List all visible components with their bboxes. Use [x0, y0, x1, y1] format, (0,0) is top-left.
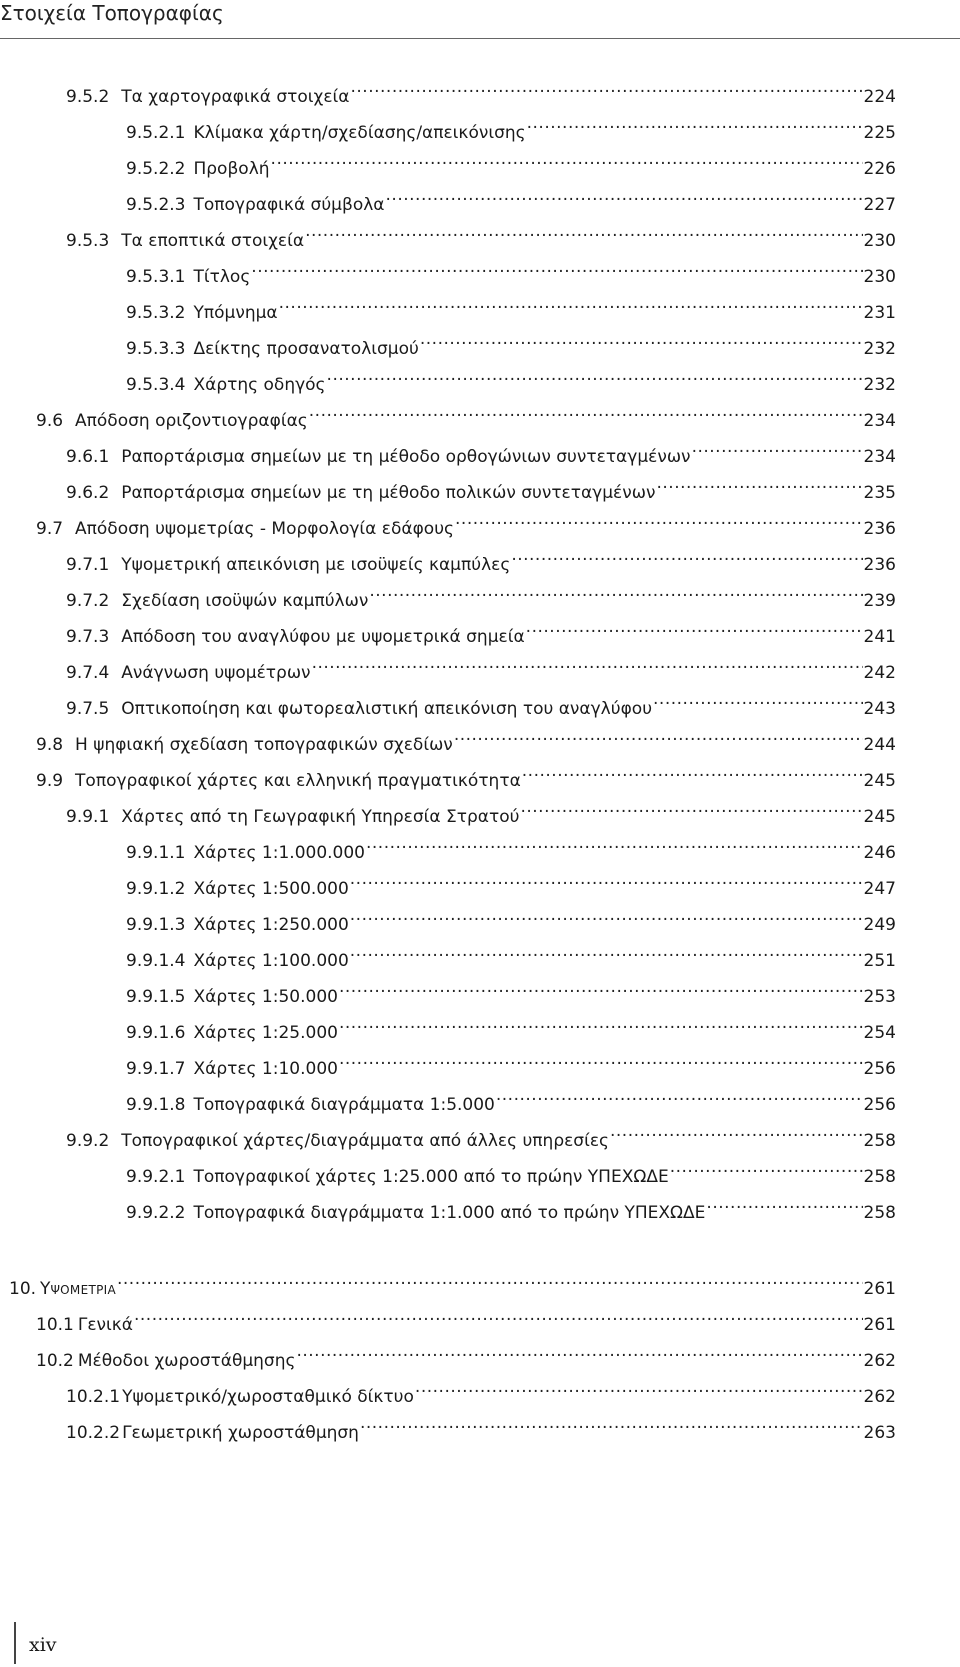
toc-entry[interactable]	[66, 1372, 896, 1407]
toc-entry[interactable]	[126, 972, 896, 1007]
toc-dot-leader	[527, 108, 863, 138]
toc-entry-number: 9.9.1.6	[126, 1023, 186, 1043]
toc-entry[interactable]	[36, 1300, 896, 1335]
toc-entry[interactable]	[66, 648, 896, 683]
toc-entry-number: 9.9.1.7	[126, 1059, 186, 1079]
toc-entry-title: Τοπογραφικά διαγράμματα 1:1.000 από το πρώην ΥΠΕΧΩΔΕ	[193, 1203, 706, 1223]
toc-entry-page: 258	[863, 1167, 896, 1187]
toc-entry-title: Τοπογραφικά σύμβολα	[193, 195, 385, 215]
toc-dot-leader	[511, 540, 862, 570]
toc-dot-leader	[386, 180, 863, 210]
toc-entry-page: 258	[863, 1131, 896, 1151]
toc-entry[interactable]	[66, 576, 896, 611]
toc-entry-page: 227	[863, 195, 896, 215]
toc-dot-leader	[305, 216, 862, 246]
toc-entry-title: Οπτικοποίηση και φωτορεαλιστική απεικόνιση του αναγλύφου	[121, 699, 653, 719]
toc-entry-title: Τοπογραφικοί χάρτες και ελληνική πραγματικότητα	[75, 771, 521, 791]
toc-entry-number: 9.9.1.1	[126, 843, 186, 863]
toc-entry[interactable]	[126, 180, 896, 215]
toc-dot-leader	[271, 144, 863, 174]
toc-entry-title: Γεωμετρική χωροστάθμηση	[122, 1423, 359, 1443]
toc-dot-leader	[350, 900, 863, 930]
toc-entry[interactable]	[66, 540, 896, 575]
toc-entry-title: Γενικά	[77, 1315, 133, 1335]
toc-entry-page: 262	[863, 1387, 896, 1407]
toc-dot-leader	[670, 1152, 863, 1182]
toc-entry-title: Χάρτες από τη Γεωγραφική Υπηρεσία Στρατού	[121, 807, 520, 827]
toc-entry-page: 256	[863, 1095, 896, 1115]
toc-entry[interactable]	[66, 216, 896, 251]
toc-entry-title: Προβολή	[193, 159, 270, 179]
toc-entry-number: 9.7.3	[66, 627, 110, 647]
toc-entry-page: 263	[863, 1423, 896, 1443]
toc-entry-title: Ραπορτάρισμα σημείων με τη μέθοδο ορθογώνιων συντεταγμένων	[121, 447, 691, 467]
toc-dot-leader	[327, 360, 863, 390]
toc-entry[interactable]	[126, 324, 896, 359]
toc-dot-leader	[351, 72, 863, 102]
toc-entry-number: 9.9.1	[66, 807, 110, 827]
toc-entry-page: 232	[863, 339, 896, 359]
toc-dot-leader	[309, 396, 863, 426]
toc-entry-title: Υψομετρική απεικόνιση με ισοϋψείς καμπύλες	[121, 555, 511, 575]
toc-dot-leader	[251, 252, 862, 282]
toc-entry-title: Η ψηφιακή σχεδίαση τοπογραφικών σχεδίων	[75, 735, 453, 755]
toc-entry-number: 9.9.1.8	[126, 1095, 186, 1115]
toc-entry-page: 249	[863, 915, 896, 935]
toc-entry-number: 9.9.2	[66, 1131, 110, 1151]
toc-entry-title: Δείκτης προσανατολισμού	[193, 339, 419, 359]
toc-entry[interactable]	[36, 1336, 896, 1371]
toc-dot-leader	[339, 972, 863, 1002]
toc-entry-title-smallcaps: ΨΟΜΕΤΡΙΑ	[50, 1283, 116, 1297]
toc-entry[interactable]	[36, 504, 896, 539]
toc-entry[interactable]	[36, 720, 896, 755]
toc-entry-title: Τοπογραφικοί χάρτες/διαγράμματα από άλλες υπηρεσίες	[121, 1131, 609, 1151]
toc-dot-leader	[360, 1408, 863, 1438]
toc-entry-number: 9.7	[36, 519, 64, 539]
toc-dot-leader	[520, 792, 862, 822]
page-number: xiv	[29, 1634, 57, 1656]
toc-entry-number: 9.9.1.3	[126, 915, 186, 935]
toc-dot-leader	[296, 1336, 862, 1366]
toc-entry-page: 245	[863, 807, 896, 827]
toc-entry-number: 9.9.2.1	[126, 1167, 186, 1187]
toc-entry-page: 234	[863, 411, 896, 431]
toc-dot-leader	[455, 504, 863, 534]
toc-entry-number: 9.9	[36, 771, 64, 791]
toc-entry-title: Ραπορτάρισμα σημείων με τη μέθοδο πολικών συντεταγμένων	[121, 483, 656, 503]
toc-entry-page: 256	[863, 1059, 896, 1079]
toc-dot-leader	[692, 432, 863, 462]
toc-entry-number: 9.8	[36, 735, 64, 755]
toc-entry-number: 9.9.1.5	[126, 987, 186, 1007]
toc-entry-title: Χάρτες 1:500.000	[193, 879, 349, 899]
toc-entry[interactable]	[66, 432, 896, 467]
toc-entry-page: 253	[863, 987, 896, 1007]
toc-entry-page: 231	[863, 303, 896, 323]
toc-dot-leader	[350, 936, 863, 966]
toc-entry-page: 254	[863, 1023, 896, 1043]
toc-entry-number: 9.5.3.3	[126, 339, 186, 359]
toc-entry-page: 232	[863, 375, 896, 395]
toc-entry[interactable]	[126, 1152, 896, 1187]
toc-entry[interactable]	[36, 756, 896, 791]
toc-entry-page: 261	[863, 1279, 896, 1299]
toc-entry[interactable]	[66, 684, 896, 719]
toc-dot-leader	[134, 1300, 863, 1330]
toc-entry-title: Τα εποπτικά στοιχεία	[121, 231, 305, 251]
toc-entry-number: 9.5.3.4	[126, 375, 186, 395]
toc-entry-page: 262	[863, 1351, 896, 1371]
toc-entry-title: Χάρτης οδηγός	[193, 375, 326, 395]
toc-entry-page: 234	[863, 447, 896, 467]
toc-entry-title: Υψομετρικό/χωροσταθμικό δίκτυο	[122, 1387, 414, 1407]
toc-entry-number: 9.5.2.1	[126, 123, 186, 143]
toc-entry-title: Τοπογραφικά διαγράμματα 1:5.000	[193, 1095, 495, 1115]
toc-dot-leader	[522, 756, 863, 786]
toc-entry-page: 241	[863, 627, 896, 647]
toc-entry[interactable]	[126, 144, 896, 179]
toc-entry[interactable]	[126, 936, 896, 971]
toc-entry-title: Τίτλος	[193, 267, 251, 287]
toc-entry-page: 226	[863, 159, 896, 179]
toc-entry[interactable]	[126, 252, 896, 287]
toc-entry-page: 242	[863, 663, 896, 683]
toc-dot-leader	[656, 468, 862, 498]
toc-dot-leader	[339, 1044, 863, 1074]
toc-entry-title: Χάρτες 1:1.000.000	[193, 843, 365, 863]
toc-entry-title: Χάρτες 1:250.000	[193, 915, 349, 935]
toc-entry-number: 9.5.2.2	[126, 159, 186, 179]
toc-entry-number: 10.2	[36, 1351, 74, 1371]
toc-entry-number: 9.5.3.2	[126, 303, 186, 323]
toc-entry-title: Ανάγνωση υψομέτρων	[121, 663, 311, 683]
toc-entry[interactable]	[126, 360, 896, 395]
toc-entry-page: 230	[863, 267, 896, 287]
toc-entry[interactable]	[66, 468, 896, 503]
toc-entry-page: 247	[863, 879, 896, 899]
toc-dot-leader	[610, 1116, 863, 1146]
toc-dot-leader	[350, 864, 863, 894]
toc-dot-leader	[415, 1372, 863, 1402]
toc-dot-leader	[312, 648, 863, 678]
toc-entry-title: Υπόμνημα	[193, 303, 278, 323]
toc-entry[interactable]	[126, 828, 896, 863]
toc-dot-leader	[117, 1264, 863, 1294]
toc-entry-title: Τοπογραφικοί χάρτες 1:25.000 από το πρώην ΥΠΕΧΩΔΕ	[193, 1167, 669, 1187]
toc-entry-page: 239	[863, 591, 896, 611]
toc-entry-number: 9.9.2.2	[126, 1203, 186, 1223]
toc-entry-number: 9.7.2	[66, 591, 110, 611]
toc-entry-page: 230	[863, 231, 896, 251]
toc-entry[interactable]	[66, 1116, 896, 1151]
toc-entry[interactable]	[66, 1408, 896, 1443]
toc-entry-title: Απόδοση υψομετρίας - Μορφολογία εδάφους	[75, 519, 455, 539]
toc-dot-leader	[279, 288, 863, 318]
toc-entry-number: 9.9.1.4	[126, 951, 186, 971]
toc-entry-page: 236	[863, 555, 896, 575]
toc-entry-number: 9.6.1	[66, 447, 110, 467]
toc-entry-number: 10.2.2	[66, 1423, 121, 1443]
toc-entry-number: 9.5.2	[66, 87, 110, 107]
toc-entry-page: 243	[863, 699, 896, 719]
toc-entry-number: 10.	[9, 1279, 37, 1299]
toc-entry[interactable]	[66, 72, 896, 107]
toc-entry[interactable]	[66, 612, 896, 647]
toc-dot-leader	[526, 612, 863, 642]
toc-entry-page: 261	[863, 1315, 896, 1335]
footer-rule	[14, 1622, 16, 1664]
running-head-title: Στοιχεία Τοπογραφίας	[0, 1, 224, 25]
toc-dot-leader	[653, 684, 863, 714]
toc-entry-title: Μέθοδοι χωροστάθμησης	[77, 1351, 296, 1371]
toc-entry[interactable]	[126, 1080, 896, 1115]
toc-dot-leader	[706, 1188, 862, 1218]
toc-dot-leader	[454, 720, 863, 750]
toc-dot-leader	[496, 1080, 863, 1110]
toc-entry-number: 9.7.1	[66, 555, 110, 575]
toc-entry-page: 235	[863, 483, 896, 503]
toc-entry-title: Απόδοση οριζοντιογραφίας	[75, 411, 308, 431]
toc-dot-leader	[339, 1008, 863, 1038]
toc-dot-leader	[366, 828, 863, 858]
toc-dot-leader	[369, 576, 862, 606]
toc-entry-number: 10.2.1	[66, 1387, 121, 1407]
toc-entry-title: Χάρτες 1:10.000	[193, 1059, 338, 1079]
toc-entry-page: 245	[863, 771, 896, 791]
toc-entry-page: 246	[863, 843, 896, 863]
toc-entry[interactable]	[66, 792, 896, 827]
toc-entry-title: Τα χαρτογραφικά στοιχεία	[121, 87, 350, 107]
toc-entry-title: Χάρτες 1:100.000	[193, 951, 349, 971]
toc-entry[interactable]	[126, 864, 896, 899]
toc-entry[interactable]	[126, 1188, 896, 1223]
toc-entry-title: Χάρτες 1:25.000	[193, 1023, 338, 1043]
toc-entry-number: 9.5.3	[66, 231, 110, 251]
toc-entry-number: 9.5.3.1	[126, 267, 186, 287]
toc-entry-page: 251	[863, 951, 896, 971]
toc-entry-number: 10.1	[36, 1315, 74, 1335]
toc-entry[interactable]	[126, 1044, 896, 1079]
toc-entry-number: 9.7.4	[66, 663, 110, 683]
toc-entry-number: 9.6.2	[66, 483, 110, 503]
toc-entry[interactable]	[9, 1264, 896, 1299]
toc-dot-leader	[420, 324, 863, 354]
toc-entry[interactable]	[126, 900, 896, 935]
toc-entry-title: Κλίμακα χάρτη/σχεδίασης/απεικόνισης	[193, 123, 526, 143]
toc-entry-number: 9.6	[36, 411, 64, 431]
toc-entry-title-initial: Υ	[40, 1279, 51, 1299]
toc-entry-title: Απόδοση του αναγλύφου με υψομετρικά σημεία	[121, 627, 525, 647]
toc-entry-page: 244	[863, 735, 896, 755]
toc-entry-title: Χάρτες 1:50.000	[193, 987, 338, 1007]
toc-entry[interactable]	[126, 108, 896, 143]
toc-entry-number: 9.9.1.2	[126, 879, 186, 899]
toc-entry-page: 258	[863, 1203, 896, 1223]
toc-entry-number: 9.5.2.3	[126, 195, 186, 215]
toc-entry[interactable]	[126, 1008, 896, 1043]
toc-entry[interactable]	[126, 288, 896, 323]
toc-entry-page: 236	[863, 519, 896, 539]
toc-entry-page: 224	[863, 87, 896, 107]
page-header	[0, 0, 960, 39]
toc-entry-title: Σχεδίαση ισοϋψών καμπύλων	[121, 591, 369, 611]
toc-entry[interactable]	[36, 396, 896, 431]
toc-entry-page: 225	[863, 123, 896, 143]
toc-entry-number: 9.7.5	[66, 699, 110, 719]
